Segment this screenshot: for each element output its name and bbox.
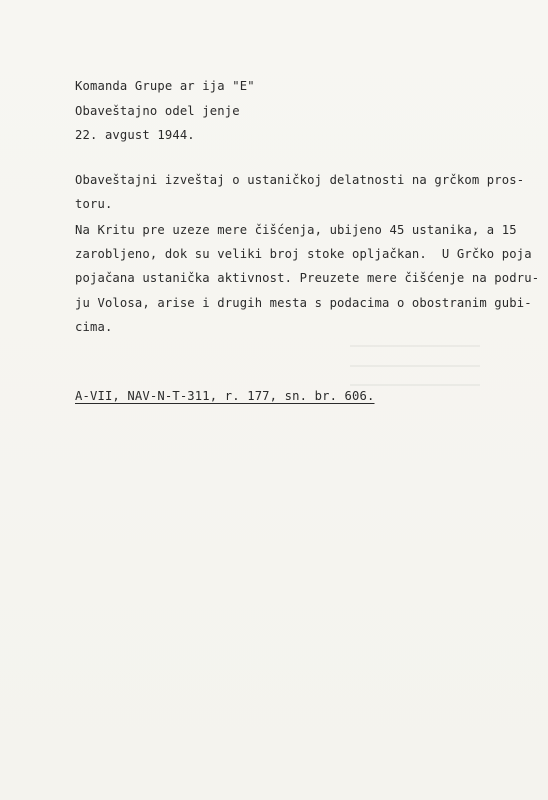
header-date: 22. avgust 1944.	[75, 128, 195, 142]
header-command: Komanda Grupe ar ija "E"	[75, 79, 255, 93]
body-line-7: cima.	[75, 320, 113, 334]
bleed-through-mark	[350, 384, 480, 386]
body-line-2: toru.	[75, 197, 113, 211]
body-line-4: zarobljeno, dok su veliki broj stoke opljačkan. U Grčko poja	[75, 247, 532, 261]
bleed-through-mark	[350, 365, 480, 367]
archive-reference: A-VII, NAV-N-T-311, r. 177, sn. br. 606.	[75, 389, 375, 403]
body-line-3: Na Kritu pre uzeze mere čišćenja, ubijeno 45 ustanika, a 15	[75, 223, 517, 237]
body-line-6: ju Volosa, arise i drugih mesta s podacima o obostranim gubi-	[75, 296, 532, 310]
header-department: Obaveštajno odel jenje	[75, 104, 240, 118]
body-line-5: pojačana ustanička aktivnost. Preuzete mere čišćenje na podru-	[75, 271, 540, 285]
body-line-1: Obaveštajni izveštaj o ustaničkoj delatnosti na grčkom pros-	[75, 173, 525, 187]
bleed-through-mark	[350, 345, 480, 347]
